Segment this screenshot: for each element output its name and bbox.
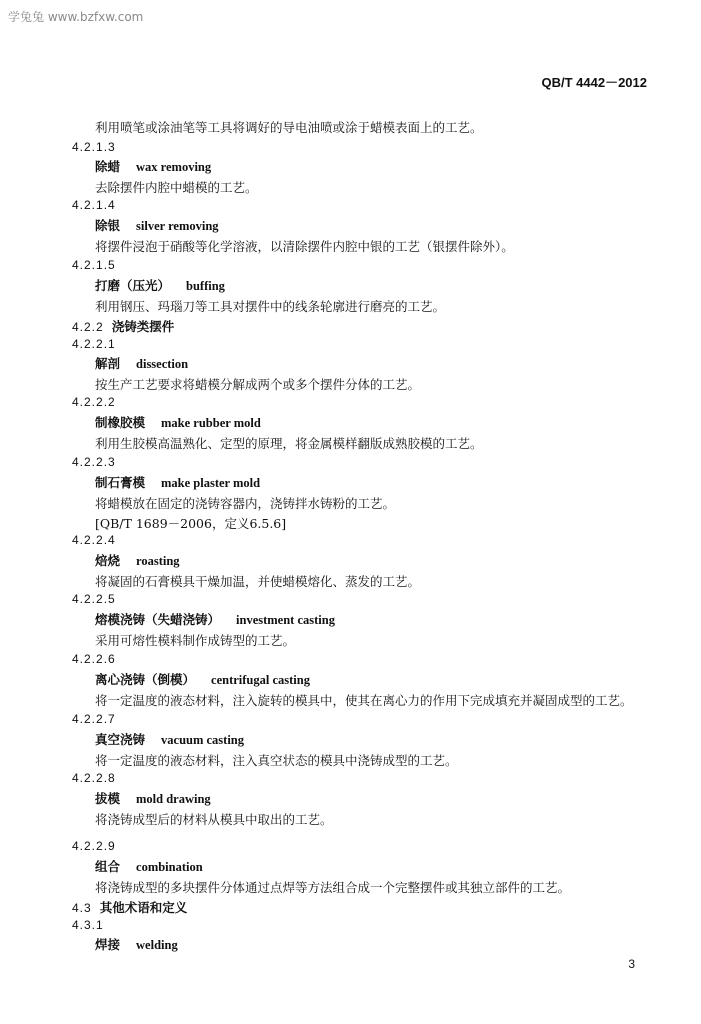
term-heading (95, 473, 260, 491)
clause-number: 4.2.2.5 (72, 592, 116, 606)
clause-number: 4.2.2.4 (72, 533, 116, 547)
clause-number: 4.2.1.3 (72, 140, 116, 154)
term-cn: 拔模 (95, 791, 121, 806)
term-heading (95, 610, 335, 628)
definition-text: 去除摆件内腔中蜡模的工艺。 (95, 180, 258, 195)
definition-text: 采用可熔性模料制作成铸型的工艺。 (95, 633, 296, 648)
term-cn: 真空浇铸 (95, 732, 146, 747)
term-en: silver removing (136, 219, 219, 233)
term-heading (95, 551, 180, 569)
definition-text: 将凝固的石膏模具干燥加温，并使蜡模熔化、蒸发的工艺。 (95, 574, 421, 589)
term-en: combination (136, 860, 203, 874)
definition-text: 利用生胶模高温熟化、定型的原理，将金属模样翻版成熟胶模的工艺。 (95, 436, 483, 451)
term-en: dissection (136, 357, 189, 371)
term-cn: 打磨（压光） (95, 278, 171, 293)
term-heading (95, 730, 244, 748)
definition-text: 利用喷笔或涂油笔等工具将调好的导电油喷或涂于蜡模表面上的工艺。 (95, 120, 483, 135)
definition-text: 将一定温度的液态材料，注入旋转的模具中，使其在离心力的作用下完成填充并凝固成型的工艺。 (95, 693, 633, 708)
term-cn: 制石膏模 (95, 475, 146, 490)
clause-number: 4.3.1 (72, 918, 104, 932)
term-heading (95, 413, 261, 431)
section-number: 4.2.2 (72, 320, 104, 334)
term-cn: 熔模浇铸（失蜡浇铸） (95, 612, 221, 627)
term-en: vacuum casting (161, 733, 245, 747)
clause-number: 4.2.2.7 (72, 712, 116, 726)
term-en: make plaster mold (161, 476, 261, 490)
standard-number: QB/T 4442－2012 (541, 75, 647, 90)
term-cn: 焊接 (95, 937, 121, 952)
term-en: roasting (136, 554, 180, 568)
term-heading (95, 670, 310, 688)
clause-number: 4.2.2.8 (72, 771, 116, 785)
section-title: 其他术语和定义 (99, 900, 188, 915)
term-en: centrifugal casting (211, 673, 310, 687)
section-title: 浇铸类摆件 (111, 319, 175, 334)
definition-text: 将蜡模放在固定的浇铸容器内，浇铸拌水铸粉的工艺。 (95, 496, 396, 511)
term-en: make rubber mold (161, 416, 261, 430)
definition-text: 将浇铸成型的多块摆件分体通过点焊等方法组合成一个完整摆件或其独立部件的工艺。 (95, 880, 571, 895)
term-en: buffing (186, 279, 225, 293)
definition-text: [QB/T 1689－2006，定义6.5.6] (95, 516, 287, 531)
clause-number: 4.2.1.4 (72, 198, 116, 212)
definition-text: 将摆件浸泡于硝酸等化学溶液，以清除摆件内腔中银的工艺（银摆件除外）。 (95, 239, 514, 254)
definition-text: 将一定温度的液态材料，注入真空状态的模具中浇铸成型的工艺。 (95, 753, 458, 768)
clause-number: 4.2.2.3 (72, 455, 116, 469)
term-heading (95, 857, 203, 875)
term-en: wax removing (136, 160, 212, 174)
section-heading (72, 317, 174, 335)
term-cn: 除蜡 (95, 159, 121, 174)
definition-text: 将浇铸成型后的材料从模具中取出的工艺。 (95, 812, 333, 827)
section-number: 4.3 (72, 901, 92, 915)
term-cn: 焙烧 (95, 553, 121, 568)
clause-number: 4.2.1.5 (72, 258, 116, 272)
term-heading (95, 354, 188, 372)
term-heading (95, 216, 219, 234)
term-en: mold drawing (136, 792, 211, 806)
definition-text: 利用钢压、玛瑙刀等工具对摆件中的线条轮廓进行磨亮的工艺。 (95, 299, 446, 314)
clause-number: 4.2.2.2 (72, 395, 116, 409)
clause-number: 4.2.2.9 (72, 839, 116, 853)
term-cn: 除银 (95, 218, 121, 233)
clause-number: 4.2.2.1 (72, 337, 116, 351)
term-heading (95, 157, 211, 175)
section-heading (72, 898, 187, 916)
term-cn: 离心浇铸（倒模） (95, 672, 196, 687)
watermark-text: 学兔兔 www.bzfxw.com (8, 10, 144, 24)
term-en: welding (136, 938, 178, 952)
term-cn: 制橡胶模 (95, 415, 146, 430)
definition-text: 按生产工艺要求将蜡模分解成两个或多个摆件分体的工艺。 (95, 377, 421, 392)
term-heading (95, 935, 178, 953)
term-heading (95, 276, 225, 294)
term-cn: 组合 (95, 859, 121, 874)
term-en: investment casting (236, 613, 335, 627)
page-number: 3 (628, 957, 635, 971)
clause-number: 4.2.2.6 (72, 652, 116, 666)
term-heading (95, 789, 211, 807)
term-cn: 解剖 (95, 356, 121, 371)
